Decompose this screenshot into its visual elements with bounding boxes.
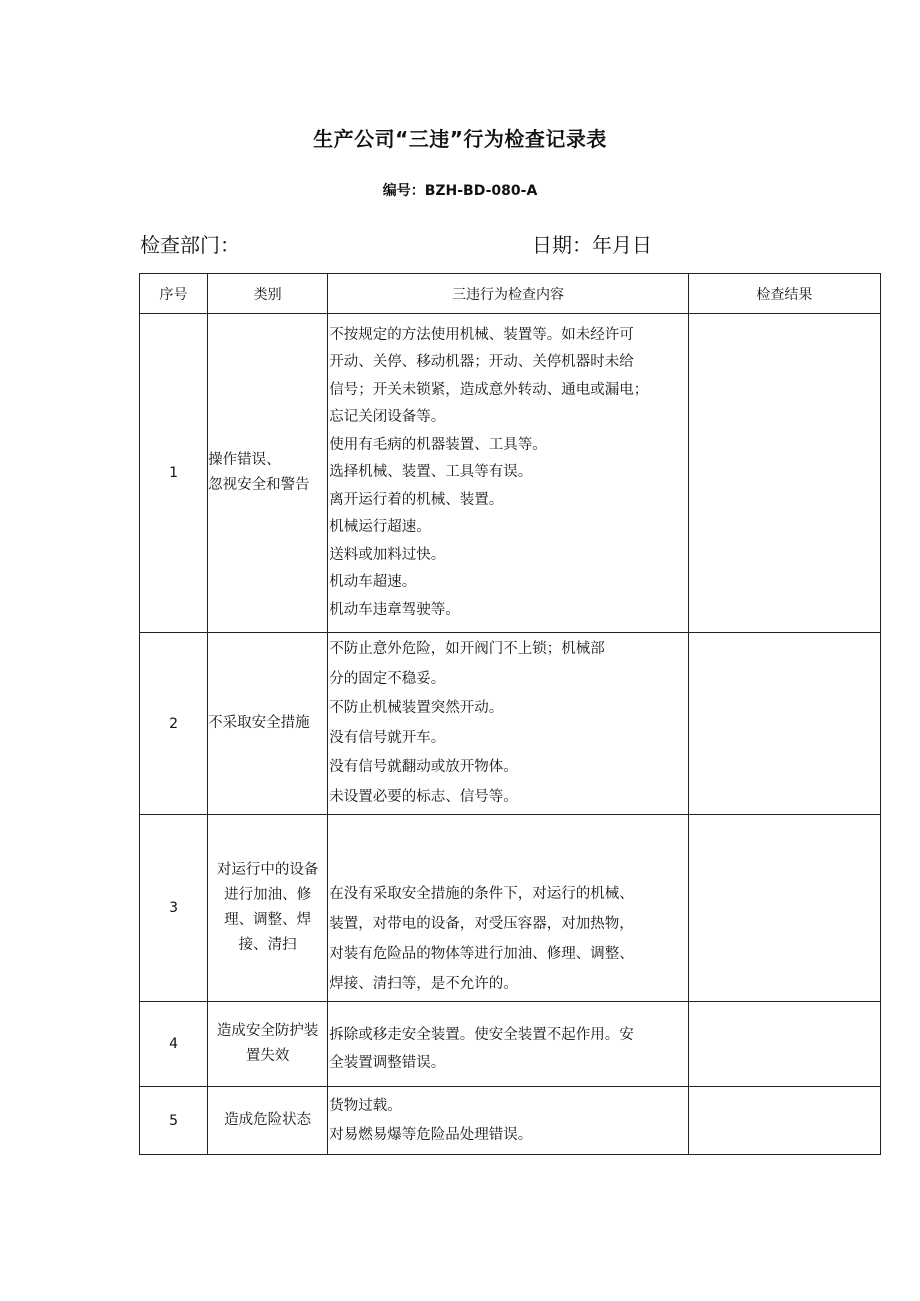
row-number: 2	[140, 633, 208, 815]
content-line: 对易燃易爆等危险品处理错误。	[329, 1126, 533, 1143]
table-row	[140, 633, 881, 815]
content-line: 不防止机械装置突然开动。	[329, 700, 504, 716]
category-line: 造成危险状态	[224, 1112, 312, 1128]
content-line: 忘记关闭设备等。	[329, 409, 446, 426]
category-line: 理、调整、焊	[224, 912, 312, 928]
content-line: 不按规定的方法使用机械、装置等。如未经许可	[329, 326, 634, 343]
content-line: 在没有采取安全措施的条件下，对运行的机械、	[329, 886, 634, 902]
row-result[interactable]	[688, 633, 880, 815]
content-line: 信号；开关未锁紧，造成意外转动、通电或漏电；	[329, 381, 649, 398]
category-line: 接、清扫	[238, 937, 297, 953]
row-category	[208, 314, 328, 633]
header-no: 序号	[140, 274, 208, 314]
content-line: 对装有危险品的物体等进行加油、修理、调整、	[329, 946, 634, 962]
row-category	[208, 1002, 328, 1087]
category-line: 进行加油、修	[224, 887, 312, 903]
category-line: 对运行中的设备	[216, 862, 319, 878]
date-label: 日期：年月日	[532, 233, 652, 257]
row-category	[208, 1087, 328, 1155]
table-header-row	[140, 274, 881, 314]
content-line: 分的固定不稳妥。	[329, 670, 446, 687]
content-line: 开动、关停、移动机器；开动、关停机器时未给	[329, 354, 634, 371]
row-result[interactable]	[688, 314, 880, 633]
document-code: 编号：BZH-BD-080-A	[382, 183, 538, 199]
category-line: 操作错误、	[208, 452, 281, 468]
content-line: 没有信号就开车。	[329, 729, 446, 746]
header-content: 三违行为检查内容	[328, 274, 688, 314]
content-line: 使用有毛病的机器装置、工具等。	[329, 436, 547, 453]
table-row	[140, 1087, 881, 1155]
row-number: 3	[140, 815, 208, 1002]
content-line: 选择机械、装置、工具等有误。	[329, 464, 533, 481]
category-line: 造成安全防护装	[216, 1023, 319, 1039]
content-line: 离开运行着的机械、装置。	[329, 491, 504, 508]
category-line: 不采取安全措施	[208, 715, 310, 731]
row-content	[328, 1002, 688, 1087]
content-line: 不防止意外危险，如开阀门不上锁；机械部	[329, 641, 605, 657]
inspection-table	[139, 273, 881, 1155]
table-row	[140, 314, 881, 633]
row-category	[208, 633, 328, 815]
content-line: 没有信号就翻动或放开物体。	[329, 759, 518, 775]
header-category: 类别	[208, 274, 328, 314]
content-line: 送料或加料过快。	[329, 546, 446, 563]
table-row	[140, 815, 881, 1002]
row-content	[328, 314, 688, 633]
row-result[interactable]	[688, 815, 880, 1002]
table-row	[140, 1002, 881, 1087]
content-line: 装置，对带电的设备，对受压容器，对加热物，	[329, 916, 634, 932]
content-line: 货物过载。	[329, 1097, 402, 1114]
row-result[interactable]	[688, 1002, 880, 1087]
content-line: 机动车超速。	[329, 574, 417, 591]
row-number: 4	[140, 1002, 208, 1087]
row-content	[328, 815, 688, 1002]
content-line: 拆除或移走安全装置。使安全装置不起作用。安	[329, 1027, 634, 1043]
category-line: 忽视安全和警告	[208, 477, 310, 493]
content-line: 机动车违章驾驶等。	[329, 601, 460, 618]
category-line: 置失效	[245, 1048, 290, 1064]
row-content	[328, 633, 688, 815]
header-result: 检查结果	[688, 274, 880, 314]
document-title: 生产公司“三违”行为检查记录表	[313, 127, 607, 151]
content-line: 机械运行超速。	[329, 519, 431, 536]
content-line: 焊接、清扫等，是不允许的。	[329, 976, 518, 992]
content-line: 未设置必要的标志、信号等。	[329, 788, 518, 805]
department-label: 检查部门：	[140, 233, 240, 257]
row-content	[328, 1087, 688, 1155]
row-number: 5	[140, 1087, 208, 1155]
row-number: 1	[140, 314, 208, 633]
row-category	[208, 815, 328, 1002]
content-line: 全装置调整错误。	[329, 1055, 446, 1071]
row-result[interactable]	[688, 1087, 880, 1155]
